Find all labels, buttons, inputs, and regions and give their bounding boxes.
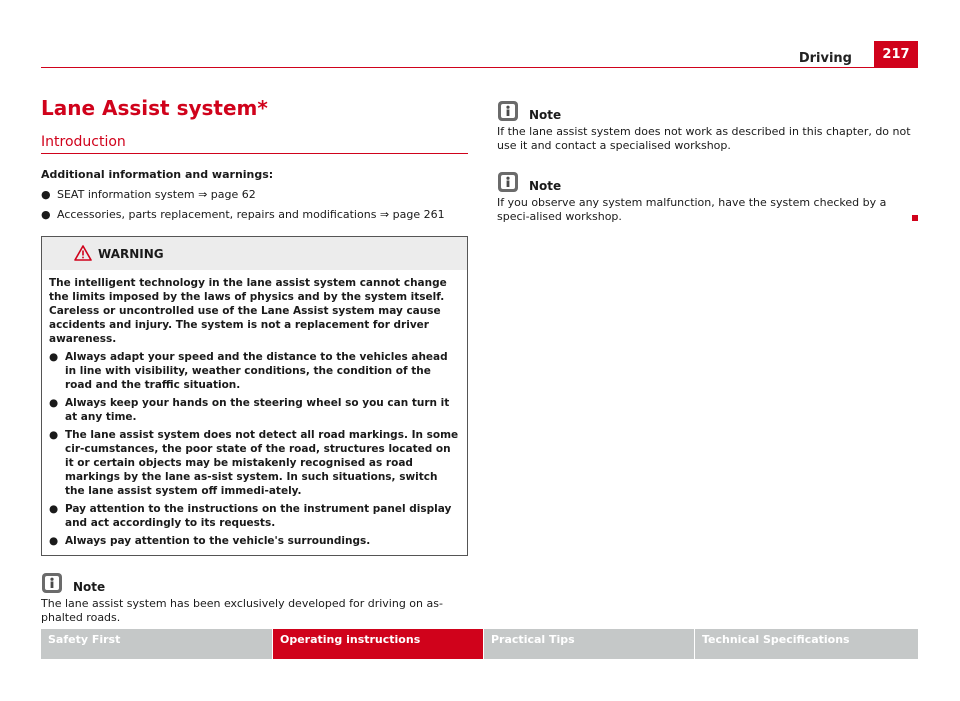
note-header xyxy=(41,568,468,594)
info-note-icon xyxy=(497,100,519,122)
warning-body xyxy=(42,270,467,555)
warning-header xyxy=(42,237,467,270)
list-item: ● The lane assist system does not detect all road markings. In some cir-cumstances, the poor state of the road, structures located on it or certain objects may be mistakenly recognised as road markings by the lane as-sist system. In such situations, switch the lane assist system off immedi-ately. xyxy=(49,429,459,497)
list-item: ● SEAT information system ⇒ page 62 xyxy=(41,188,256,201)
note-header xyxy=(497,96,918,122)
right-column xyxy=(497,96,918,224)
tab-practical-tips[interactable]: Practical Tips xyxy=(484,629,694,659)
note-title: Note xyxy=(529,108,562,122)
note-header xyxy=(497,167,918,193)
list-item: ● Accessories, parts replacement, repairs and modifications ⇒ page 261 xyxy=(41,208,445,221)
note-block xyxy=(41,568,468,625)
note-block xyxy=(497,96,918,153)
list-item: ● Always keep your hands on the steering wheel so you can turn it at any time. xyxy=(49,397,450,423)
list-item: ● Always pay attention to the vehicle's surroundings. xyxy=(49,535,371,547)
warning-title: WARNING xyxy=(98,246,164,261)
note-block xyxy=(497,167,918,224)
list-item: ● Pay attention to the instructions on the instrument panel display and act accordingly to its requests. xyxy=(49,503,452,529)
page-title: Lane Assist system* xyxy=(41,96,268,120)
header-rule xyxy=(41,67,918,68)
list-item: ● Always adapt your speed and the distance to the vehicles ahead in line with visibility, weather conditions, the condition of the road and the traffic situation. xyxy=(49,351,448,391)
warning-intro: The intelligent technology in the lane assist system cannot change the limits imposed by the laws of physics and by the system itself. Careless or uncontrolled use of the Lane Assist system may cause accidents and injury. The system is not a replacement for driver awareness. xyxy=(49,277,447,345)
note-text: If the lane assist system does not work as described in this chapter, do not use it and contact a specialised workshop. xyxy=(497,125,911,152)
note-title: Note xyxy=(73,580,106,594)
note-text: If you observe any system malfunction, have the system checked by a speci-alised workshop. xyxy=(497,196,887,223)
tab-safety-first[interactable]: Safety First xyxy=(41,629,272,659)
tab-operating-instructions[interactable]: Operating instructions xyxy=(273,629,483,659)
page-number: 217 xyxy=(874,41,918,68)
left-column xyxy=(41,96,468,625)
note-title: Note xyxy=(529,179,562,193)
note-text: The lane assist system has been exclusively developed for driving on as-phalted roads. xyxy=(41,597,443,624)
section-subtitle: Introduction xyxy=(41,134,468,154)
info-note-icon xyxy=(41,572,63,594)
section-end-marker xyxy=(912,215,918,221)
lead-text: Additional information and warnings: xyxy=(41,168,274,181)
warning-box xyxy=(41,236,468,556)
footer-tabs xyxy=(41,629,918,659)
header-section-title: Driving xyxy=(798,51,852,66)
tab-technical-specifications[interactable]: Technical Specifications xyxy=(695,629,918,659)
warning-triangle-icon xyxy=(74,245,92,261)
info-note-icon xyxy=(497,171,519,193)
